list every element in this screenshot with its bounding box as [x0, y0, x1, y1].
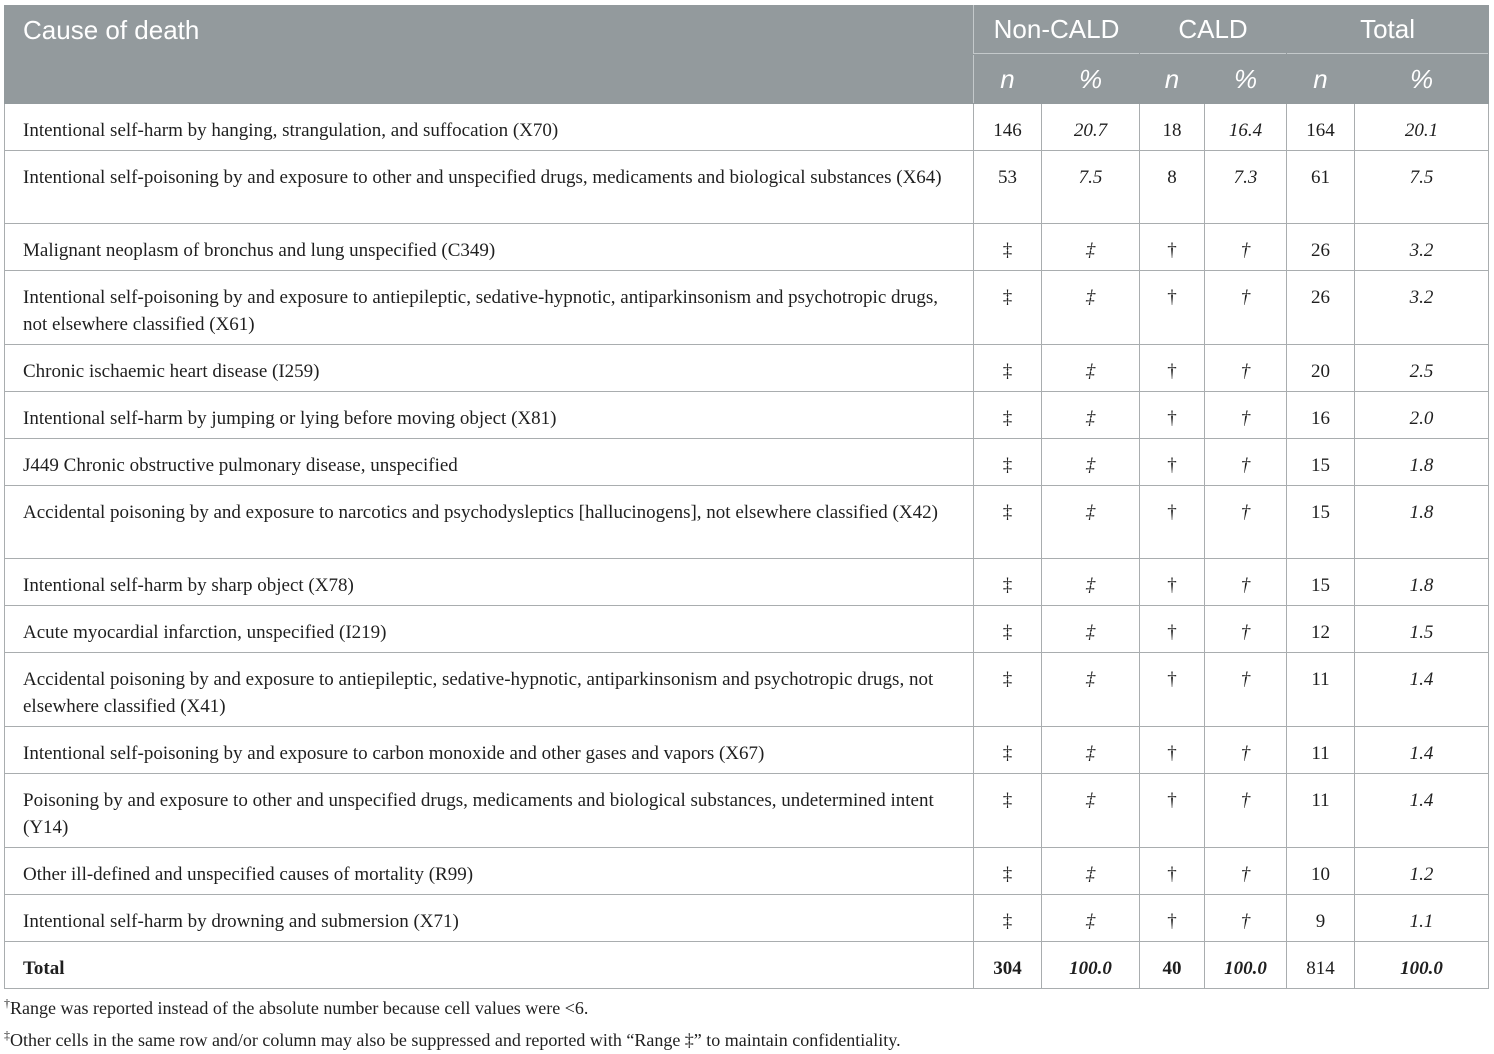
header-sub: n — [1287, 55, 1355, 104]
header-sub: % — [1205, 55, 1287, 104]
count-cell: 11 — [1287, 774, 1355, 848]
total-percent-cell: 100.0 — [1355, 942, 1489, 989]
count-cell: 53 — [974, 151, 1042, 224]
count-cell: 164 — [1287, 104, 1355, 151]
header-group-cald: CALD — [1140, 6, 1287, 55]
percent-cell: ‡ — [1042, 224, 1140, 271]
count-cell: 9 — [1287, 895, 1355, 942]
count-cell: 61 — [1287, 151, 1355, 224]
cause-cell: J449 Chronic obstructive pulmonary disease, unspecified — [5, 439, 974, 486]
percent-cell: † — [1205, 727, 1287, 774]
table-row — [5, 653, 1489, 727]
count-cell: 146 — [974, 104, 1042, 151]
count-cell: † — [1140, 606, 1205, 653]
count-cell: 18 — [1140, 104, 1205, 151]
cause-cell: Intentional self-harm by hanging, strangulation, and suffocation (X70) — [5, 104, 974, 151]
count-cell: 12 — [1287, 606, 1355, 653]
percent-cell: † — [1205, 774, 1287, 848]
percent-cell: † — [1205, 224, 1287, 271]
count-cell: ‡ — [974, 606, 1042, 653]
percent-cell: 20.7 — [1042, 104, 1140, 151]
percent-cell: 7.5 — [1042, 151, 1140, 224]
percent-cell: ‡ — [1042, 345, 1140, 392]
percent-cell: 1.2 — [1355, 848, 1489, 895]
header-group-non-cald: Non-CALD — [974, 6, 1140, 55]
total-count-cell: 40 — [1140, 942, 1205, 989]
header-blank — [5, 55, 974, 104]
count-cell: ‡ — [974, 848, 1042, 895]
percent-cell: 3.2 — [1355, 224, 1489, 271]
header-sub: % — [1355, 55, 1489, 104]
percent-cell: ‡ — [1042, 606, 1140, 653]
cause-cell: Accidental poisoning by and exposure to antiepileptic, sedative-hypnotic, antiparkinsonism and psychotropic drugs, not elsewhere classified (X41) — [5, 653, 974, 727]
table-row — [5, 606, 1489, 653]
table-row — [5, 345, 1489, 392]
percent-cell: † — [1205, 559, 1287, 606]
count-cell: † — [1140, 224, 1205, 271]
table-row — [5, 224, 1489, 271]
footnote: ‡Other cells in the same row and/or column may also be suppressed and reported with “Range ‡” to maintain confidentiality. — [4, 1028, 901, 1050]
percent-cell: ‡ — [1042, 486, 1140, 559]
count-cell: ‡ — [974, 224, 1042, 271]
count-cell: 16 — [1287, 392, 1355, 439]
count-cell: ‡ — [974, 271, 1042, 345]
header-sub: n — [1140, 55, 1205, 104]
cause-cell: Intentional self-poisoning by and exposure to antiepileptic, sedative-hypnotic, antiparkinsonism and psychotropic drugs, not elsewhere classified (X61) — [5, 271, 974, 345]
table-row — [5, 774, 1489, 848]
count-cell: 10 — [1287, 848, 1355, 895]
cause-cell: Intentional self-harm by drowning and submersion (X71) — [5, 895, 974, 942]
percent-cell: ‡ — [1042, 727, 1140, 774]
percent-cell: 1.4 — [1355, 774, 1489, 848]
percent-cell: 1.1 — [1355, 895, 1489, 942]
count-cell: † — [1140, 653, 1205, 727]
table-body — [5, 104, 1489, 989]
cause-cell: Accidental poisoning by and exposure to narcotics and psychodysleptics [hallucinogens], not elsewhere classified (X42) — [5, 486, 974, 559]
count-cell: ‡ — [974, 439, 1042, 486]
count-cell: ‡ — [974, 392, 1042, 439]
header-group-total: Total — [1287, 6, 1489, 55]
header-sub: % — [1042, 55, 1140, 104]
count-cell: † — [1140, 848, 1205, 895]
percent-cell: † — [1205, 392, 1287, 439]
count-cell: 11 — [1287, 727, 1355, 774]
count-cell: ‡ — [974, 727, 1042, 774]
table-row — [5, 848, 1489, 895]
total-count-cell: 814 — [1287, 942, 1355, 989]
count-cell: ‡ — [974, 345, 1042, 392]
percent-cell: 20.1 — [1355, 104, 1489, 151]
count-cell: 15 — [1287, 439, 1355, 486]
footnote: †Range was reported instead of the absolute number because cell values were <6. — [4, 996, 589, 1018]
percent-cell: † — [1205, 439, 1287, 486]
count-cell: † — [1140, 439, 1205, 486]
count-cell: 15 — [1287, 559, 1355, 606]
total-row — [5, 942, 1489, 989]
percent-cell: 16.4 — [1205, 104, 1287, 151]
percent-cell: 7.5 — [1355, 151, 1489, 224]
total-count-cell: 304 — [974, 942, 1042, 989]
count-cell: † — [1140, 559, 1205, 606]
percent-cell: ‡ — [1042, 774, 1140, 848]
percent-cell: 1.8 — [1355, 486, 1489, 559]
count-cell: † — [1140, 774, 1205, 848]
total-label: Total — [5, 942, 974, 989]
percent-cell: 2.5 — [1355, 345, 1489, 392]
percent-cell: ‡ — [1042, 848, 1140, 895]
cause-cell: Malignant neoplasm of bronchus and lung unspecified (C349) — [5, 224, 974, 271]
cause-cell: Poisoning by and exposure to other and unspecified drugs, medicaments and biological substances, undetermined intent (Y14) — [5, 774, 974, 848]
count-cell: † — [1140, 271, 1205, 345]
table-row — [5, 271, 1489, 345]
header-sub: n — [974, 55, 1042, 104]
count-cell: † — [1140, 392, 1205, 439]
cause-cell: Chronic ischaemic heart disease (I259) — [5, 345, 974, 392]
footnotes — [4, 990, 901, 1054]
percent-cell: ‡ — [1042, 271, 1140, 345]
table-row — [5, 392, 1489, 439]
count-cell: † — [1140, 345, 1205, 392]
percent-cell: 2.0 — [1355, 392, 1489, 439]
percent-cell: † — [1205, 606, 1287, 653]
percent-cell: 1.4 — [1355, 653, 1489, 727]
percent-cell: ‡ — [1042, 895, 1140, 942]
count-cell: ‡ — [974, 559, 1042, 606]
cause-of-death-table — [4, 5, 1489, 989]
cause-cell: Acute myocardial infarction, unspecified (I219) — [5, 606, 974, 653]
cause-cell: Intentional self-harm by jumping or lying before moving object (X81) — [5, 392, 974, 439]
count-cell: † — [1140, 727, 1205, 774]
count-cell: ‡ — [974, 653, 1042, 727]
table-row — [5, 559, 1489, 606]
count-cell: ‡ — [974, 774, 1042, 848]
count-cell: 15 — [1287, 486, 1355, 559]
count-cell: ‡ — [974, 895, 1042, 942]
percent-cell: 1.8 — [1355, 439, 1489, 486]
count-cell: ‡ — [974, 486, 1042, 559]
percent-cell: † — [1205, 653, 1287, 727]
table-row — [5, 151, 1489, 224]
count-cell: 11 — [1287, 653, 1355, 727]
percent-cell: ‡ — [1042, 559, 1140, 606]
percent-cell: † — [1205, 895, 1287, 942]
count-cell: 8 — [1140, 151, 1205, 224]
percent-cell: ‡ — [1042, 392, 1140, 439]
percent-cell: 3.2 — [1355, 271, 1489, 345]
table-row — [5, 486, 1489, 559]
percent-cell: 1.5 — [1355, 606, 1489, 653]
percent-cell: † — [1205, 345, 1287, 392]
total-percent-cell: 100.0 — [1205, 942, 1287, 989]
count-cell: † — [1140, 486, 1205, 559]
percent-cell: † — [1205, 848, 1287, 895]
percent-cell: 1.8 — [1355, 559, 1489, 606]
percent-cell: † — [1205, 271, 1287, 345]
count-cell: † — [1140, 895, 1205, 942]
percent-cell: ‡ — [1042, 653, 1140, 727]
table-container — [4, 5, 1488, 989]
table-row — [5, 104, 1489, 151]
header-cause: Cause of death — [5, 6, 974, 55]
table-row — [5, 439, 1489, 486]
percent-cell: 1.4 — [1355, 727, 1489, 774]
table-row — [5, 727, 1489, 774]
count-cell: 26 — [1287, 224, 1355, 271]
percent-cell: ‡ — [1042, 439, 1140, 486]
cause-cell: Intentional self-poisoning by and exposure to carbon monoxide and other gases and vapors (X67) — [5, 727, 974, 774]
cause-cell: Intentional self-poisoning by and exposure to other and unspecified drugs, medicaments and biological substances (X64) — [5, 151, 974, 224]
percent-cell: 7.3 — [1205, 151, 1287, 224]
cause-cell: Other ill-defined and unspecified causes of mortality (R99) — [5, 848, 974, 895]
cause-cell: Intentional self-harm by sharp object (X78) — [5, 559, 974, 606]
count-cell: 26 — [1287, 271, 1355, 345]
percent-cell: † — [1205, 486, 1287, 559]
total-percent-cell: 100.0 — [1042, 942, 1140, 989]
table-row — [5, 895, 1489, 942]
count-cell: 20 — [1287, 345, 1355, 392]
